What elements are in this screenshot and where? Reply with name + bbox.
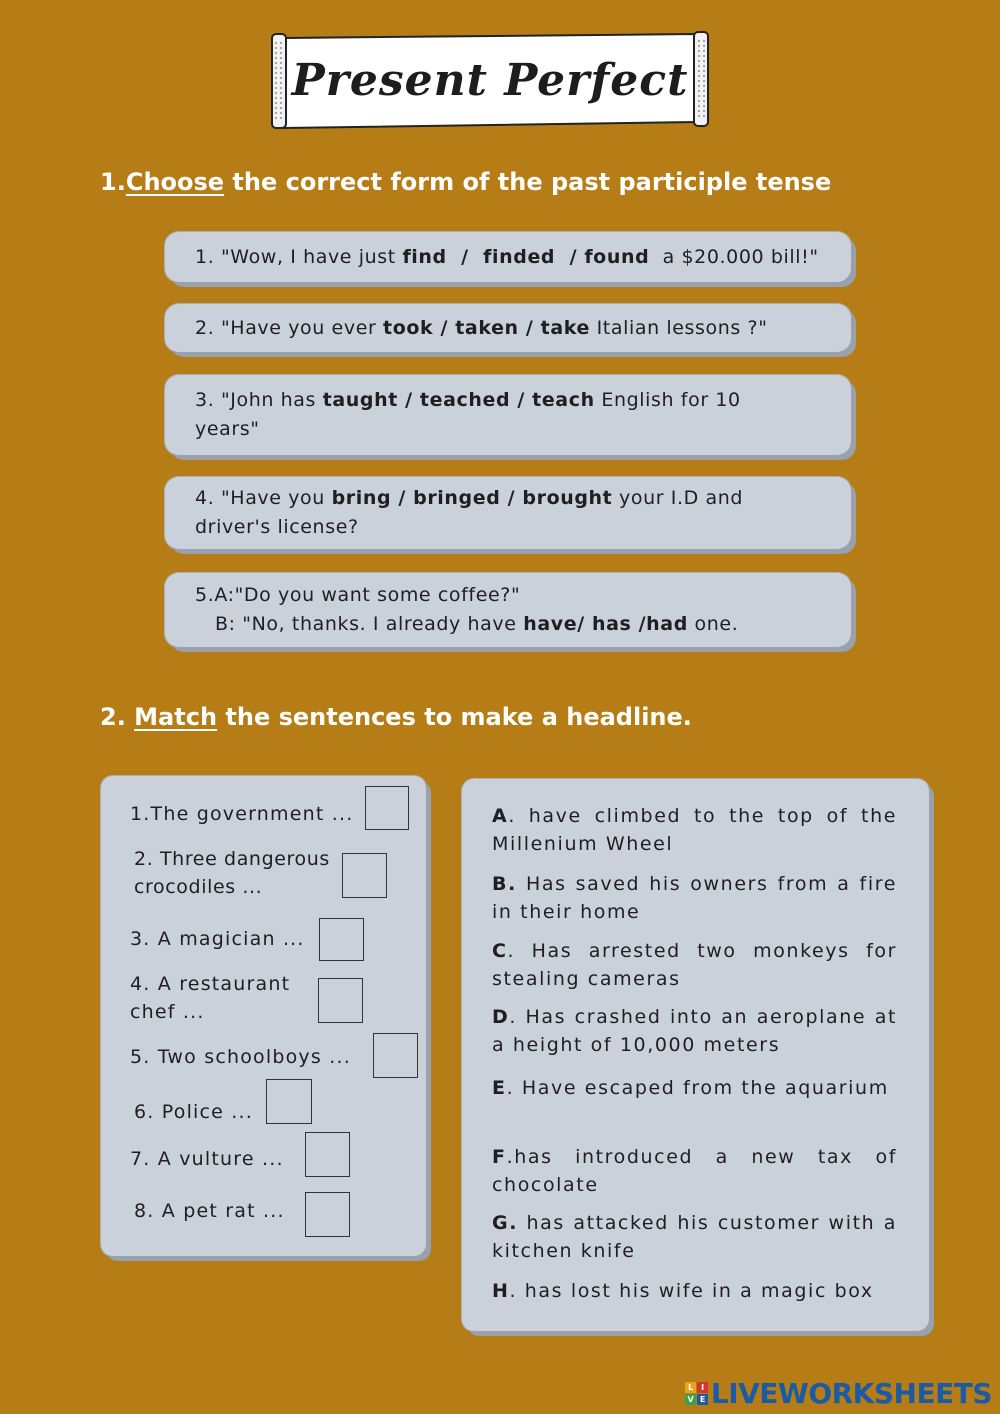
- answer-box-8[interactable]: [305, 1192, 350, 1237]
- ending-f: [492, 1143, 897, 1199]
- liveworksheets-mark-icon: L I V E: [685, 1382, 708, 1405]
- question-text: 2. "Have you ever: [195, 316, 384, 339]
- answer-box-7[interactable]: [305, 1132, 350, 1177]
- answer-options[interactable]: find / finded / found: [402, 245, 650, 268]
- ending-text: . has lost his wife in a magic box: [509, 1280, 874, 1302]
- answer-options[interactable]: bring / bringed / brought: [331, 487, 613, 509]
- ending-text: . Has crashed into an aeroplane at a height of 10,000 meters: [492, 1006, 897, 1056]
- ending-c: [492, 937, 897, 993]
- answer-box-4[interactable]: [318, 978, 363, 1023]
- question-text: a $20.000 bill!": [649, 245, 819, 268]
- ending-e: [492, 1074, 897, 1102]
- subject-1: 1.The government ...: [130, 803, 354, 825]
- subject-3: 3. A magician ...: [130, 928, 305, 950]
- ending-b: [492, 870, 897, 926]
- subject-7: 7. A vulture ...: [130, 1148, 284, 1170]
- subject-5: 5. Two schoolboys ...: [130, 1046, 351, 1068]
- ending-h: [492, 1277, 897, 1305]
- question-text: one.: [687, 613, 739, 635]
- question-text: 5.A:"Do you want some coffee?": [195, 584, 521, 606]
- ending-letter: F: [492, 1146, 507, 1168]
- subject-6: 6. Police ...: [134, 1101, 254, 1123]
- ending-text: . Has arrested two monkeys for stealing cameras: [492, 940, 897, 990]
- section2-heading: [100, 703, 692, 731]
- brand-name: LIVEWORKSHEETS: [710, 1377, 992, 1410]
- ending-text: . Have escaped from the aquarium: [506, 1077, 889, 1099]
- ending-text: .has introduced a new tax of chocolate: [492, 1146, 897, 1196]
- ending-letter: H: [492, 1280, 510, 1302]
- question-text: B: "No, thanks. I already have: [215, 613, 524, 635]
- question-3: [165, 375, 851, 455]
- question-text: 1. "Wow, I have just: [195, 245, 403, 268]
- ending-g: [492, 1209, 897, 1265]
- question-text: 3. "John has: [195, 389, 323, 411]
- liveworksheets-logo: [685, 1377, 992, 1410]
- question-text: Italian lessons ?": [589, 316, 768, 339]
- answer-options[interactable]: have/ has /had: [523, 613, 688, 635]
- subject-4: 4. A restaurant chef ...: [130, 973, 291, 1023]
- ending-letter: D: [492, 1006, 510, 1028]
- ending-d: [492, 1003, 897, 1059]
- ending-text: has attacked his customer with a kitchen knife: [492, 1212, 897, 1262]
- section1-keyword: Choose: [125, 168, 225, 196]
- answer-options[interactable]: took / taken / take: [383, 316, 590, 339]
- subject-8: 8. A pet rat ...: [134, 1200, 285, 1222]
- subject-2: 2. Three dangerous crocodiles ...: [134, 848, 330, 898]
- answer-box-1[interactable]: [365, 786, 409, 830]
- ending-letter: C: [492, 940, 508, 962]
- ending-letter: B.: [492, 873, 517, 895]
- answer-options[interactable]: taught / teached / teach: [322, 389, 595, 411]
- ending-letter: E: [492, 1077, 507, 1099]
- question-2: [165, 304, 851, 352]
- section2-instruction: the sentences to make a headline.: [217, 703, 692, 731]
- question-1: [165, 232, 851, 282]
- answer-box-5[interactable]: [373, 1033, 418, 1078]
- ending-a: [492, 802, 897, 858]
- page-title: Present Perfect: [291, 54, 689, 106]
- question-text: English for 10 years": [195, 389, 741, 440]
- section2-keyword: Match: [134, 703, 218, 731]
- answer-box-6[interactable]: [266, 1079, 312, 1124]
- answer-box-2[interactable]: [342, 853, 387, 898]
- question-4: [165, 477, 851, 549]
- ending-text: . have climbed to the top of the Millenium Wheel: [492, 805, 897, 855]
- title-banner: [270, 30, 710, 130]
- question-text: 4. "Have you: [195, 487, 332, 509]
- ending-letter: G.: [492, 1212, 519, 1234]
- answer-box-3[interactable]: [319, 918, 364, 961]
- ending-letter: A: [492, 805, 509, 827]
- section1-number: 1.: [100, 168, 126, 196]
- question-5: [165, 573, 851, 647]
- section1-instruction: the correct form of the past participle tense: [224, 168, 832, 196]
- question-text: your I.D and driver's license?: [195, 487, 744, 538]
- section2-number: 2.: [100, 703, 135, 731]
- ending-text: Has saved his owners from a fire in their home: [492, 873, 897, 923]
- section1-heading: [100, 168, 831, 196]
